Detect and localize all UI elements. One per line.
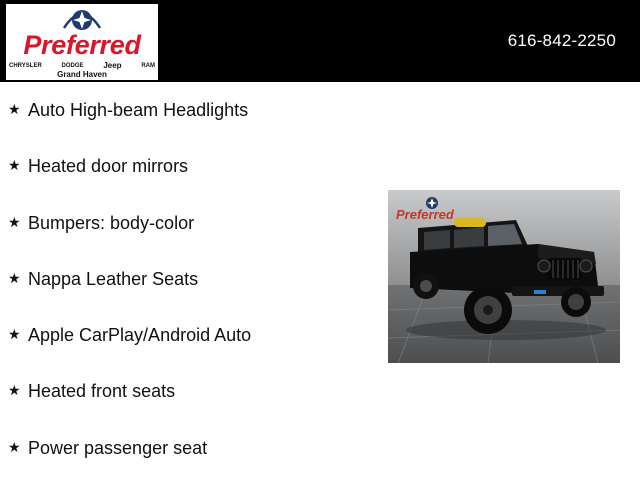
brand-dodge: DODGE [61,62,84,69]
vehicle-photo[interactable] [388,190,620,363]
feature-label: Heated door mirrors [28,156,189,177]
feature-label: Apple CarPlay/Android Auto [28,325,252,346]
star-icon: ★ [8,382,21,399]
logo-wordmark: Preferred [23,30,141,60]
phone-number[interactable]: 616-842-2250 [507,31,616,50]
header-bar [0,0,640,82]
star-icon: ★ [8,269,21,286]
feature-label: Auto High-beam Headlights [28,100,249,120]
feature-item [8,323,251,379]
dealer-logo[interactable] [6,4,158,80]
star-icon: ★ [8,213,21,230]
brand-jeep: Jeep [103,61,122,70]
feature-label: Nappa Leather Seats [28,268,199,289]
brand-chrysler: CHRYSLER [9,62,42,69]
star-icon: ★ [8,101,21,117]
star-icon: ★ [8,438,21,455]
feature-item [8,154,251,210]
star-icon: ★ [8,326,21,343]
feature-label: Power passenger seat [28,437,208,458]
star-icon: ★ [8,157,21,174]
feature-label: Heated front seats [28,381,176,402]
feature-item [8,211,251,267]
feature-item [8,436,251,492]
brand-ram: RAM [141,62,155,69]
feature-item [8,98,251,154]
feature-item [8,379,251,435]
feature-list [8,98,251,492]
dealer-location: Grand Haven [57,70,107,79]
brand-row [9,61,155,70]
feature-label: Bumpers: body-color [28,212,195,233]
photo-watermark-text: Preferred [396,207,454,222]
feature-item [8,267,251,323]
